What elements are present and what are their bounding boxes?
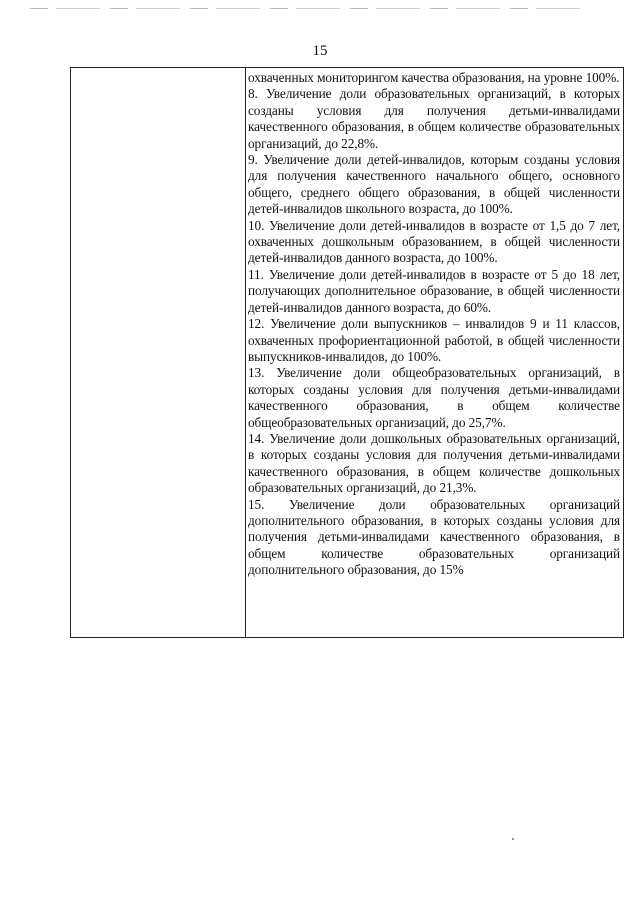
list-item: 14. Увеличение доли дошкольных образовательных организаций, в которых созданы условия для получения детьми-инвалидами качественного образования, в общем количестве дошкольных образовательных организаций, до 21,3%. (248, 430, 620, 496)
list-item: 10. Увеличение доли детей-инвалидов в возрасте от 1,5 до 7 лет, охваченных дошкольным образованием, в общей численности детей-инвалидов данного возраста, до 100%. (248, 217, 620, 266)
list-item: охваченных мониторингом качества образования, на уровне 100%. (248, 70, 620, 85)
scan-artifact-dot (512, 838, 514, 840)
table-left-column (71, 68, 246, 637)
table-right-column (246, 68, 623, 637)
document-table (70, 67, 624, 638)
list-item: 12. Увеличение доли выпускников – инвалидов 9 и 11 классов, охваченных профориентационной работой, в общей численности выпускников-инвалидов, до 100%. (248, 316, 620, 364)
list-item: 9. Увеличение доли детей-инвалидов, которым созданы условия для получения качественного начального общего, основного общего, среднего общего образования, в общей численности детей-инвалидов школьного возраста, до 100%. (248, 152, 620, 217)
scan-artifact-line (30, 8, 590, 9)
list-item: 11. Увеличение доли детей-инвалидов в возрасте от 5 до 18 лет, получающих дополнительное образование, в общей численности детей-инвалидов данного возраста, до 60%. (248, 266, 620, 315)
page-number: 15 (312, 43, 328, 59)
list-item: 13. Увеличение доли общеобразовательных организаций, в которых созданы условия для получения детьми-инвалидами качественного образования, в общем количестве общеобразовательных организаций, до 25,7%. (248, 365, 620, 430)
list-item: 8. Увеличение доли образовательных организаций, в которых созданы условия для получения детьми-инвалидами качественного образования, в общем количестве образовательных организаций, до 22,8%. (248, 86, 620, 151)
list-item: 15. Увеличение доли образовательных организаций дополнительного образования, в которых созданы условия для получения детьми-инвалидами качественного образования, в общем количестве образовательных организаций дополнительного образования, до 15% (248, 496, 620, 578)
